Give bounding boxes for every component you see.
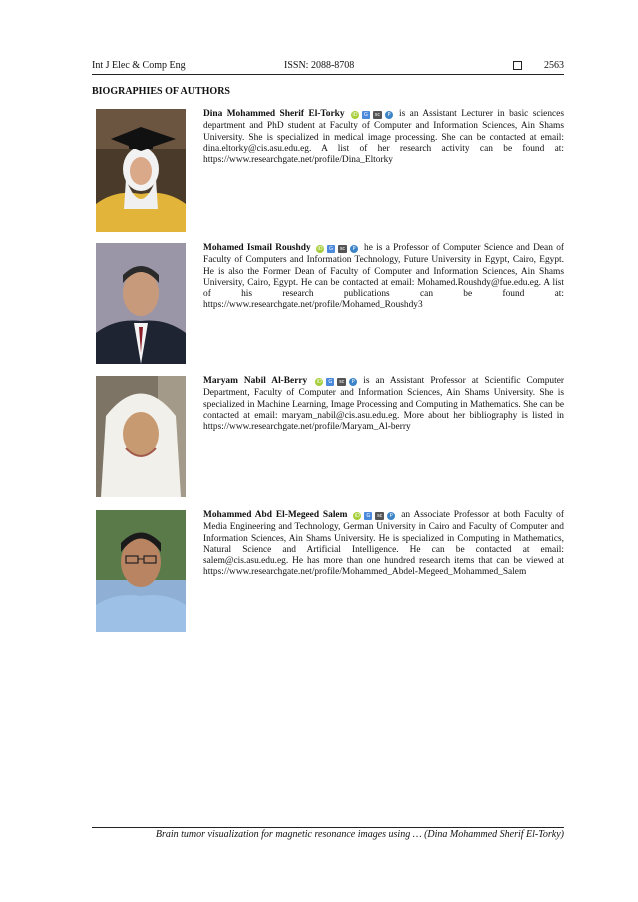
author-photo-4 (96, 510, 186, 632)
orcid-icon[interactable]: iD (317, 245, 323, 252)
author-photo-3 (96, 376, 186, 497)
running-header (92, 60, 564, 75)
footer-rule (92, 827, 564, 828)
author-photo-2 (96, 243, 186, 364)
orcid-icon[interactable]: iD (352, 111, 358, 118)
author-name: Mohammed Abd El-Megeed Salem (203, 510, 348, 520)
publons-icon[interactable]: P (349, 378, 357, 386)
page-number: 2563 (544, 60, 564, 71)
google-scholar-icon[interactable]: G (362, 111, 370, 119)
running-footer: Brain tumor visualization for magnetic resonance images using … (Dina Mohammed Sherif El-Torky) (155, 829, 564, 840)
journal-name: Int J Elec & Comp Eng (92, 60, 186, 71)
section-title: BIOGRAPHIES OF AUTHORS (92, 86, 230, 97)
author-name: Maryam Nabil Al-Berry (203, 376, 308, 386)
google-scholar-icon[interactable]: G (326, 378, 334, 386)
scopus-icon[interactable]: sc (377, 512, 383, 519)
issn: ISSN: 2088-8708 (284, 60, 355, 71)
google-scholar-icon[interactable]: G (327, 245, 335, 253)
author-bio-text: is an Assistant Lecturer in basic sciences department and PhD student at Faculty of Computer and Information Sciences, Ain Shams University. She is specialized in medical image processing. She can be contacted at email: dina.eltorky@cis.asu.edu.eg. A list of her research activity can be found at: https://www.researchgate.net/profile/Dina_Eltorky (203, 109, 564, 166)
author-bio-text: is an Assistant Professor at Scientific Computer Department, Faculty of Computer and Information Sciences, Ain Shams University. She is specialized in Machine Learning, Image Processing and Computing in Mathematics. She can be contacted at email: maryam_nabil@cis.asu.edu.eg. More about her bibliography is listed in https://www.researchgate.net/profile/Maryam_Al-berry (203, 376, 565, 433)
publons-icon[interactable]: P (385, 111, 393, 119)
scopus-icon[interactable]: sc (339, 245, 346, 252)
publons-icon[interactable]: P (387, 512, 395, 520)
scopus-icon[interactable]: sc (339, 378, 345, 385)
orcid-icon[interactable]: iD (316, 378, 322, 385)
publons-icon[interactable]: P (350, 245, 358, 253)
scopus-icon[interactable]: sc (374, 111, 381, 118)
author-bio-text: he is a Professor of Computer Science and Dean of Faculty of Computers and Information Technology, Future University in Egypt, Cairo, Egypt. He is also the Former Dean of Faculty of Computer and Information Sciences, Ain Shams University, Cairo, Egypt. He can be contacted at email: Mohamed.Roushdy@fue.edu.eg. A list of his research publications can be found at: https://www.researchgate.net/profile/Mohamed_Roushdy3 (203, 243, 565, 311)
google-scholar-icon[interactable]: G (364, 512, 372, 520)
author-name: Mohamed Ismail Roushdy (203, 243, 311, 253)
author-photo-1 (96, 109, 186, 232)
checkbox-square-icon (513, 61, 522, 70)
author-name: Dina Mohammed Sherif El-Torky (203, 109, 345, 119)
orcid-icon[interactable]: iD (354, 512, 360, 519)
author-bio-text: an Associate Professor at both Faculty of Media Engineering and Technology, German University in Cairo and Faculty of Computer and Information Sciences, Ain Shams University. He is specialized in Computing in Mathematics, Natural Science and Artificial Intelligence. He can be contacted at email: salem@cis.asu.edu.eg. He has more than one hundred research items that can be viewed at https://www.researchgate.net/profile/Mohammed_Abdel-Megeed_Mohammed_Salem (203, 510, 564, 578)
